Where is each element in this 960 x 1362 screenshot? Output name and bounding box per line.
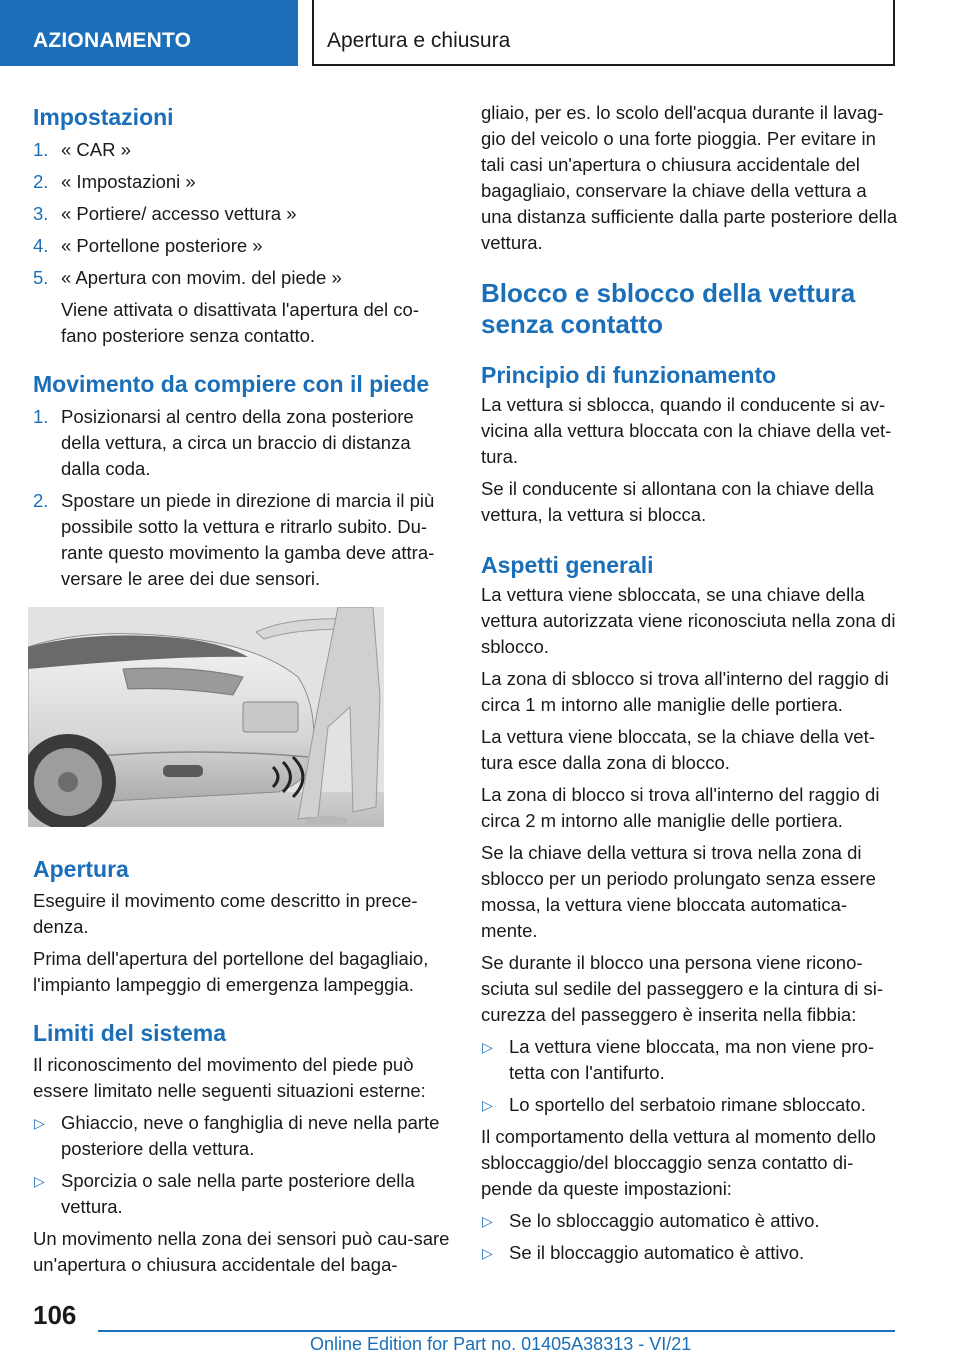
list-text: « Portiere/ accesso vettura » [61, 203, 297, 224]
section-tab [0, 0, 298, 66]
foot-sensor-illustration [28, 607, 384, 827]
list-number: 4. [33, 235, 49, 256]
right-column [481, 100, 899, 1266]
left-column-lower [33, 854, 451, 1278]
list-number: 5. [33, 267, 49, 288]
step-note: Viene attivata o disattivata l'apertura del co-fano posteriore senza contatto. [61, 299, 419, 346]
aspetti-bullet-list [481, 1034, 899, 1118]
triangle-bullet-icon: ▷ [482, 1039, 493, 1055]
list-number: 2. [33, 490, 49, 511]
list-number: 1. [33, 406, 49, 427]
triangle-bullet-icon: ▷ [482, 1213, 493, 1229]
page-number: 106 [33, 1300, 77, 1330]
continued-paragraph: gliaio, per es. lo scolo dell'acqua durante il lavag-gio del veicolo o una forte pioggia. Per evitare in tali casi un'apertura o chiusura accidentale del bagagliaio, conservare la chiave della vettura a una distanza sufficiente dalla parte posteriore della vettura. [481, 102, 898, 253]
list-item [33, 137, 451, 163]
list-text: « Apertura con movim. del piede » [61, 267, 342, 288]
limiti-paragraph-1: Il riconoscimento del movimento del piede può essere limitato nelle seguenti situazioni esterne: [33, 1054, 426, 1101]
triangle-bullet-icon: ▷ [482, 1245, 493, 1261]
list-text: Se il bloccaggio automatico è attivo. [509, 1242, 805, 1263]
left-column [33, 100, 451, 592]
list-item [33, 265, 451, 291]
principio-paragraph-2: Se il conducente si allontana con la chiave della vettura, la vettura si blocca. [481, 478, 874, 525]
list-item [33, 201, 451, 227]
list-number: 1. [33, 139, 49, 160]
list-number: 2. [33, 171, 49, 192]
list-text: « CAR » [61, 139, 131, 160]
list-item [33, 233, 451, 259]
heading-apertura: Apertura [33, 856, 129, 882]
list-item [33, 1168, 451, 1220]
triangle-bullet-icon: ▷ [482, 1097, 493, 1113]
list-text: « Portellone posteriore » [61, 235, 263, 256]
triangle-bullet-icon: ▷ [34, 1173, 45, 1189]
list-item [481, 1240, 899, 1266]
chapter-title: Apertura e chiusura [327, 29, 511, 52]
edition-note: Online Edition for Part no. 01405A38313 - VI/21 [310, 1334, 692, 1354]
aspetti-paragraph-2: La zona di sblocco si trova all'interno del raggio di circa 1 m intorno alle maniglie delle portiera. [481, 668, 889, 715]
limiti-bullet-list [33, 1110, 451, 1220]
settings-bullet-list [481, 1208, 899, 1266]
heading-blocco-sblocco: Blocco e sblocco della vettura senza contatto [481, 278, 856, 339]
aspetti-paragraph-5: Se la chiave della vettura si trova nella zona di sblocco per un periodo prolungato senza essere mossa, la vettura viene bloccata automatica-mente. [481, 842, 876, 941]
list-item [33, 404, 451, 482]
apertura-paragraph-2: Prima dell'apertura del portellone del bagagliaio, l'impianto lampeggio di emergenza lampeggia. [33, 948, 429, 995]
chapter-tab [312, 0, 895, 66]
list-item [33, 169, 451, 195]
list-text: Posizionarsi al centro della zona posteriore della vettura, a circa un braccio di distanza dalla coda. [61, 406, 414, 479]
list-text: Se lo sbloccaggio automatico è attivo. [509, 1210, 820, 1231]
aspetti-paragraph-1: La vettura viene sbloccata, se una chiave della vettura autorizzata viene riconosciuta nella zona di sblocco. [481, 584, 896, 657]
principio-paragraph-1: La vettura si sblocca, quando il conducente si av-vicina alla vettura bloccata con la chiave della vet-tura. [481, 394, 892, 467]
list-text: Sporcizia o sale nella parte posteriore della vettura. [61, 1170, 415, 1217]
triangle-bullet-icon: ▷ [34, 1115, 45, 1131]
heading-aspetti: Aspetti generali [481, 552, 654, 578]
list-item [481, 1092, 899, 1118]
settings-steps-list [33, 137, 451, 349]
section-title: AZIONAMENTO [33, 29, 192, 52]
aspetti-paragraph-6: Se durante il blocco una persona viene ricono-sciuta sul sedile del passeggero e la cintura di si-curezza del passeggero è inserita nella fibbia: [481, 952, 884, 1025]
aspetti-paragraph-4: La zona di blocco si trova all'interno del raggio di circa 2 m intorno alle maniglie delle portiera. [481, 784, 880, 831]
car-rear-foot-illustration [28, 607, 384, 827]
list-text: Lo sportello del serbatoio rimane sbloccato. [509, 1094, 866, 1115]
list-text: Spostare un piede in direzione di marcia il più possibile sotto la vettura e ritrarlo subito. Du-rante questo movimento la gamba deve attra-versare le aree dei due sensori. [61, 490, 435, 589]
list-text: Ghiaccio, neve o fanghiglia di neve nella parte posteriore della vettura. [61, 1112, 440, 1159]
list-item [33, 488, 451, 592]
list-item [33, 1110, 451, 1162]
heading-limiti: Limiti del sistema [33, 1020, 227, 1046]
footer-divider [98, 1330, 895, 1332]
heading-movimento: Movimento da compiere con il piede [33, 371, 430, 397]
list-text: « Impostazioni » [61, 171, 196, 192]
heading-principio: Principio di funzionamento [481, 362, 777, 388]
list-item [481, 1034, 899, 1086]
list-text: La vettura viene bloccata, ma non viene pro-tetta con l'antifurto. [509, 1036, 875, 1083]
aspetti-paragraph-7: Il comportamento della vettura al momento dello sbloccaggio/del bloccaggio senza contatto di-pende da queste impostazioni: [481, 1126, 876, 1199]
list-item [481, 1208, 899, 1234]
movement-steps-list [33, 404, 451, 592]
aspetti-paragraph-3: La vettura viene bloccata, se la chiave della vet-tura esce dalla zona di blocco. [481, 726, 875, 773]
limiti-paragraph-2: Un movimento nella zona dei sensori può cau-sare un'apertura o chiusura accidentale del baga- [33, 1228, 450, 1275]
heading-impostazioni: Impostazioni [33, 104, 174, 130]
apertura-paragraph-1: Eseguire il movimento come descritto in prece-denza. [33, 890, 418, 937]
list-number: 3. [33, 203, 49, 224]
